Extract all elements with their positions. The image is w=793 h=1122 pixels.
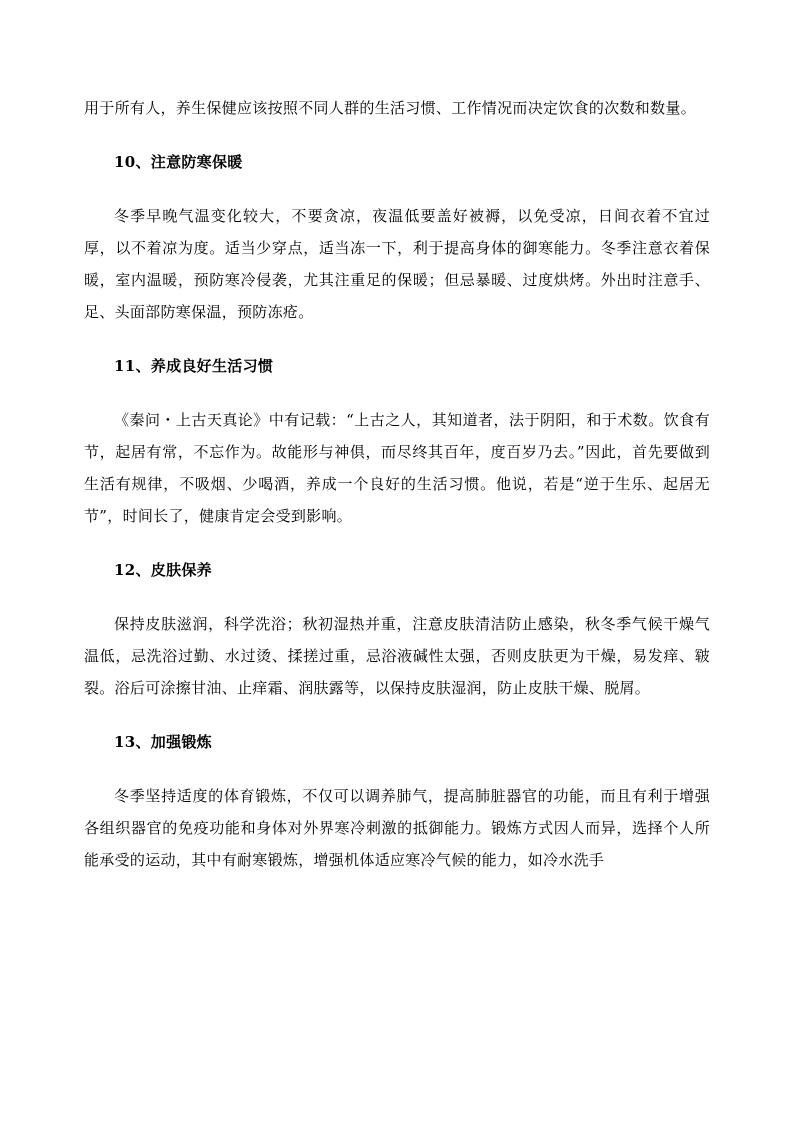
section-heading-10: 10、注意防寒保暖 xyxy=(114,153,243,171)
section-heading-11: 11、养成良好生活习惯 xyxy=(114,357,274,375)
section-body-10: 冬季早晚气温变化较大，不要贪凉，夜温低要盖好被褥，以免受凉，日间衣着不宜过厚，以不着凉为度。适当少穿点，适当冻一下，利于提高身体的御寒能力。冬季注意衣着保暖，室内温暖，预防寒冷侵袭，尤其注重足的保暖；但忌暴暖、过度烘烤。外出时注意手、足、头面部防寒保温，预防冻疮。 xyxy=(84,207,710,321)
section-body-13: 冬季坚持适度的体育锻炼，不仅可以调养肺气，提高肺脏器官的功能，而且有利于增强各组织器官的免疫功能和身体对外界寒冷刺激的抵御能力。锻炼方式因人而异，选择个人所能承受的运动，其中有耐寒锻炼，增强机体适应寒冷气候的能力，如冷水洗手 xyxy=(84,787,710,869)
section-heading-12: 12、皮肤保养 xyxy=(114,561,212,579)
section-heading-13: 13、加强锻炼 xyxy=(114,733,212,751)
section-body-12: 保持皮肤滋润，科学洗浴；秋初湿热并重，注意皮肤清洁防止感染，秋冬季气候干燥气温低，忌洗浴过勤、水过烫、揉搓过重，忌浴液碱性太强，否则皮肤更为干燥，易发痒、皲裂。浴后可涂擦甘油、止痒霜、润肤露等，以保持皮肤湿润，防止皮肤干燥、脱屑。 xyxy=(84,615,710,697)
document-page xyxy=(84,92,710,876)
intro-paragraph: 用于所有人，养生保健应该按照不同人群的生活习惯、工作情况而决定饮食的次数和数量。 xyxy=(84,99,697,117)
section-body-11: 《秦问・上古天真论》中有记载：“上古之人，其知道者，法于阴阳，和于术数。饮食有节，起居有常，不忘作为。故能形与神俱，而尽终其百年，度百岁乃去。”因此，首先要做到生活有规律，不吸烟、少喝酒，养成一个良好的生活习惯。他说，若是“逆于生乐、起居无节”，时间长了，健康肯定会受到影响。 xyxy=(84,411,710,525)
